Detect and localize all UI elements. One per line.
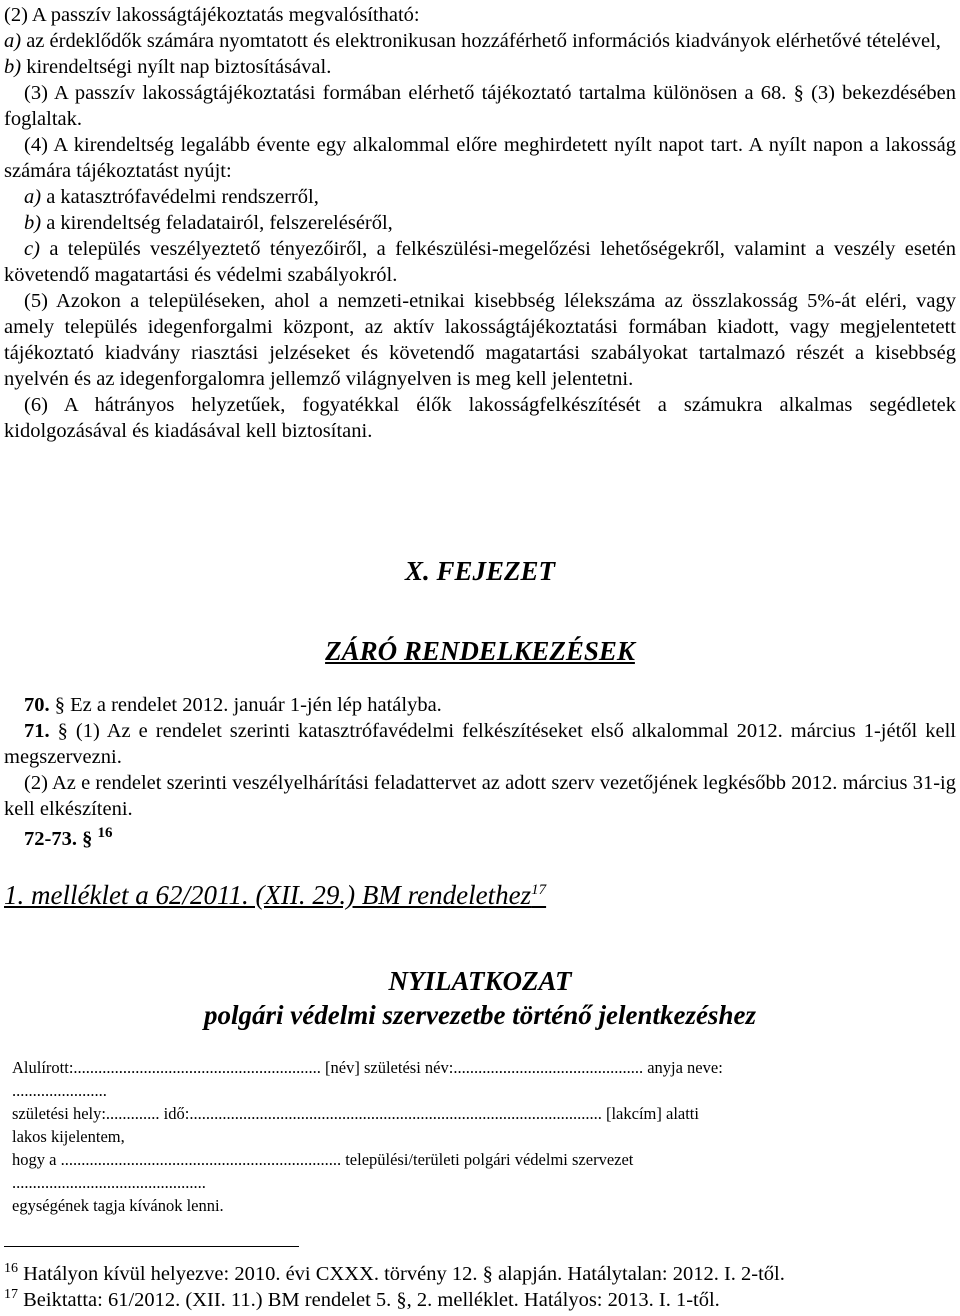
form-line-organization: hogy a .................................................................... települési/területi polgári védelmi szervezet bbox=[12, 1150, 634, 1169]
form-line-membership: egységének tagja kívánok lenni. bbox=[12, 1196, 224, 1215]
form-line-resident: lakos kijelentem, bbox=[12, 1127, 125, 1146]
footnote-divider bbox=[4, 1246, 299, 1247]
section-71 bbox=[4, 718, 956, 770]
paragraph-6: (6) A hátrányos helyzetűek, fogyatékkal élők lakosságfelkészítését a számukra alkalmas segédletek kidolgozásával és kiadásával kell biztosítani. bbox=[4, 394, 956, 442]
paragraph-3: (3) A passzív lakosságtájékoztatási formában elérhető tájékoztató tartalma különösen a 68. § (3) bekezdésében foglaltak. bbox=[4, 82, 956, 130]
section-text: § Ez a rendelet 2012. január 1-jén lép hatályba. bbox=[49, 694, 442, 716]
item-text: a kirendeltség feladatairól, felszereléséről, bbox=[41, 212, 393, 234]
paragraph-4: (4) A kirendeltség legalább évente egy alkalommal előre meghirdetett nyílt napot tart. A nyílt napon a lakosság számára tájékoztatást nyújt: bbox=[4, 134, 956, 182]
footnote-17 bbox=[4, 1288, 720, 1312]
item-text: az érdeklődők számára nyomtatott és elektronikusan hozzáférhető információs kiadványok elérhetővé tételével, bbox=[21, 30, 941, 52]
annex-title-text: 1. melléklet a 62/2011. (XII. 29.) BM rendelethez bbox=[4, 880, 532, 910]
footnote-number: 17 bbox=[4, 1287, 18, 1303]
section-70 bbox=[4, 692, 956, 718]
footnote-number: 16 bbox=[4, 1261, 18, 1277]
section-number: 70. bbox=[24, 694, 50, 716]
section-number: 72-73. bbox=[24, 828, 77, 850]
form-line-birth: születési hely:............. idő:.................................................................................................... [lakcím] alatti bbox=[12, 1104, 699, 1123]
form-line-name: Alulírott:............................................................ [név] születési név:.............................................. anyja neve: bbox=[12, 1058, 723, 1077]
item-letter: a) bbox=[24, 186, 42, 208]
section-symbol: § bbox=[76, 828, 93, 850]
section-number: 71. bbox=[24, 720, 50, 742]
footnote-text: Beiktatta: 61/2012. (XII. 11.) BM rendelet 5. §, 2. melléklet. Hatályos: 2013. I. 1-től. bbox=[18, 1289, 720, 1311]
item-text: a település veszélyeztető tényezőiről, a felkészülési-megelőzési lehetőségekről, valamint a veszély esetén követendő magatartási és védelmi szabályokról. bbox=[4, 238, 956, 286]
section-text: § (1) Az e rendelet szerinti katasztrófavédelmi felkészítéseket első alkalommal 2012. március 1-jétől kell megszervezni. bbox=[4, 720, 956, 768]
item-text: kirendeltségi nyílt nap biztosításával. bbox=[21, 56, 332, 78]
item-letter: b) bbox=[4, 56, 22, 78]
chapter-number: X. FEJEZET bbox=[404, 556, 556, 586]
section-71-2: (2) Az e rendelet szerinti veszélyelhárítási feladattervet az adott szerv vezetőjének legkésőbb 2012. március 31-ig kell elkészíteni. bbox=[4, 772, 956, 820]
paragraph-4-a bbox=[4, 184, 956, 210]
footnote-text: Hatályon kívül helyezve: 2010. évi CXXX. törvény 12. § alapján. Hatálytalan: 2012. I. 2-től. bbox=[18, 1263, 785, 1285]
item-letter: a) bbox=[4, 30, 22, 52]
footnote-ref-16[interactable]: 16 bbox=[97, 825, 113, 842]
footnote-ref-17[interactable]: 17 bbox=[531, 882, 547, 898]
form-line-unit: ............................................... bbox=[12, 1173, 206, 1192]
declaration-title: NYILATKOZAT bbox=[388, 966, 572, 996]
paragraph-4-c bbox=[4, 236, 956, 288]
item-letter: c) bbox=[24, 238, 40, 260]
declaration-subtitle: polgári védelmi szervezetbe történő jelentkezéshez bbox=[204, 1000, 756, 1030]
paragraph-5: (5) Azokon a településeken, ahol a nemzeti-etnikai kisebbség lélekszáma az összlakosság 5%-át eléri, vagy amely település idegenforgalmi központ, az aktív lakosságtájékoztatási formában kiadott, vagy megjelentetett tájékoztató kiadvány riasztási jelzéseket és követendő magatartási szabályokat tartalmazó részét a kisebbség nyelvén és az idegenforgalomra jellemző világnyelven is meg kell jelentetni. bbox=[4, 290, 956, 390]
footnote-16 bbox=[4, 1262, 785, 1286]
body-text bbox=[4, 2, 956, 444]
item-text: a katasztrófavédelmi rendszerről, bbox=[41, 186, 319, 208]
paragraph-2-b bbox=[4, 54, 956, 80]
paragraph-4-b bbox=[4, 210, 956, 236]
item-letter: b) bbox=[24, 212, 42, 234]
form-line-mother: ....................... bbox=[12, 1081, 107, 1100]
paragraph-2-intro: (2) A passzív lakosságtájékoztatás megvalósítható: bbox=[4, 4, 420, 26]
chapter-title: ZÁRÓ RENDELKEZÉSEK bbox=[325, 636, 635, 666]
annex-title bbox=[4, 880, 546, 911]
declaration-form bbox=[12, 1056, 952, 1217]
section-72-73 bbox=[4, 826, 956, 852]
paragraph-2-a bbox=[4, 28, 956, 54]
closing-sections bbox=[4, 692, 956, 852]
